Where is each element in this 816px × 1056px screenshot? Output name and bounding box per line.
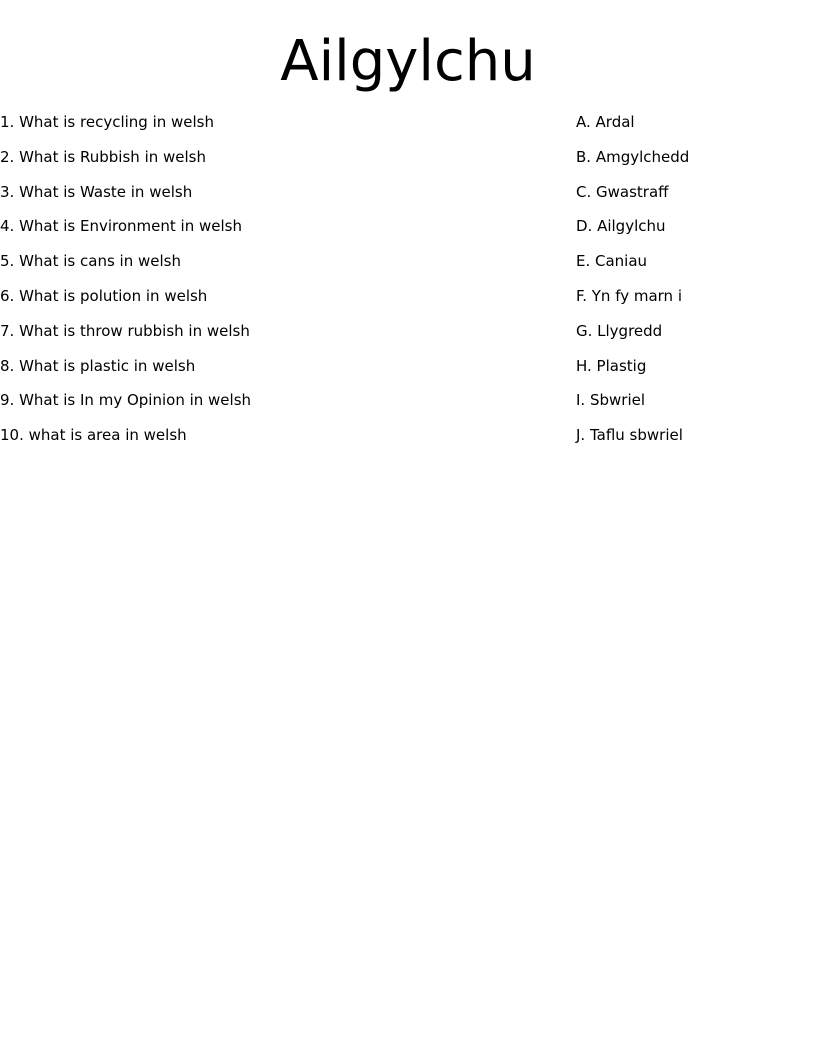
question-item: 6. What is polution in welsh [0, 286, 208, 305]
question-item: 4. What is Environment in welsh [0, 217, 242, 236]
question-item: 9. What is In my Opinion in welsh [0, 391, 252, 410]
answer-item: I. Sbwriel [576, 391, 646, 410]
answer-item: J. Taflu sbwriel [576, 426, 683, 445]
answer-item: D. Ailgylchu [576, 217, 666, 236]
question-item: 5. What is cans in welsh [0, 252, 181, 271]
question-item: 2. What is Rubbish in welsh [0, 147, 206, 166]
answer-item: G. Llygredd [576, 321, 663, 340]
question-item: 3. What is Waste in welsh [0, 182, 193, 201]
question-item: 7. What is throw rubbish in welsh [0, 321, 250, 340]
answer-item: E. Caniau [576, 252, 648, 271]
questions-list [0, 110, 560, 458]
question-item: 8. What is plastic in welsh [0, 356, 196, 375]
answer-item: B. Amgylchedd [576, 147, 690, 166]
worksheet-title: Ailgylchu [280, 29, 536, 94]
answer-item: H. Plastig [576, 356, 647, 375]
answer-item: C. Gwastraff [576, 182, 669, 201]
question-item: 1. What is recycling in welsh [0, 113, 215, 131]
answers-list [576, 110, 816, 458]
question-item: 10. what is area in welsh [0, 426, 187, 445]
answer-item: F. Yn fy marn i [576, 286, 683, 305]
answer-item: A. Ardal [576, 113, 635, 131]
